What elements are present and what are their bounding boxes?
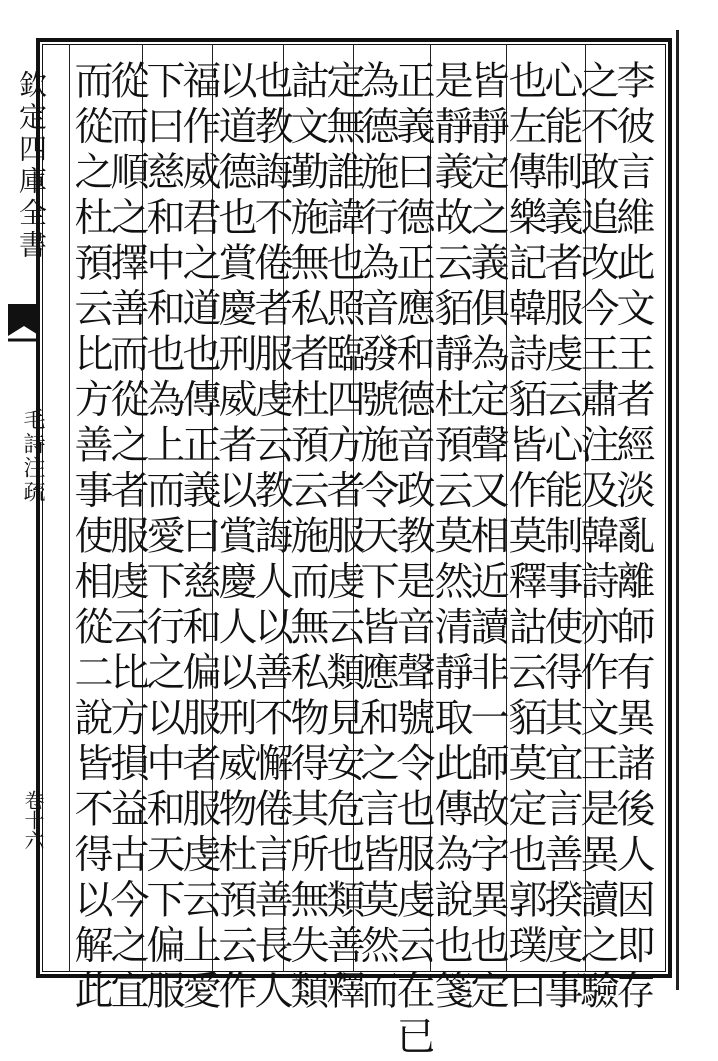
- margin-title: 欽定四庫全書: [15, 70, 48, 262]
- text-column: 之不敢追改今王肅注及韓詩亦作文王是異讀之驗: [574, 60, 619, 1016]
- text-column: 心能制義者服虔云心能制事使得其宜言善揆度事: [538, 60, 583, 1016]
- fish-tail-ornament: [4, 300, 44, 346]
- text-column: 也教誨不倦者服虔云教誨人以善不懈倦言善長人: [248, 60, 293, 1016]
- text-column: 是靜義故云貊靜杜預云莫然清靜取此傳為說也箋: [428, 60, 473, 1016]
- text-column: 以道德也賞慶刑威者以賞慶人以刑威物杜預云作: [212, 60, 257, 1016]
- text-column: 而從之杜預云比方善事使相從二說皆不得以解此: [68, 60, 113, 1016]
- text-column: 為德施行為音發號施令天下皆應和之言皆莫然而: [354, 60, 399, 1016]
- text-column: 正義曰德正應和德音政教是音聲號令也服虔云在已: [390, 60, 435, 1061]
- text-column: 福作威君之道也傳正義曰慈和偏服者服虔云上愛: [176, 60, 221, 1016]
- text-column: 李彼言維此文王者經淡亂離師有異諸後人因即存: [610, 60, 655, 1016]
- text-column: 也左傳樂記韓詩貊皆作莫釋詁云貊莫定也郭璞曰: [502, 60, 547, 1016]
- text-column: 從而順之擇善而從之者服虔云比方損益古今之宜: [104, 60, 149, 1016]
- margin-book-title: 毛詩注疏: [20, 408, 45, 504]
- margin-folio: 卷十六: [21, 790, 45, 850]
- text-column: 皆靜定之義俱為定聲又相近讀非一師故字異也定: [464, 60, 509, 1016]
- text-column: 下曰慈和中和也為上而愛下行之以中和天下偏服: [140, 60, 185, 1016]
- page-edge-line: [676, 30, 679, 990]
- text-column: 詁文勤施無私者杜預云施而無私物得其所無失類: [284, 60, 329, 1016]
- text-column: 定無誰諱也照臨四方者服虔云類見安危也類善釋: [320, 60, 365, 1016]
